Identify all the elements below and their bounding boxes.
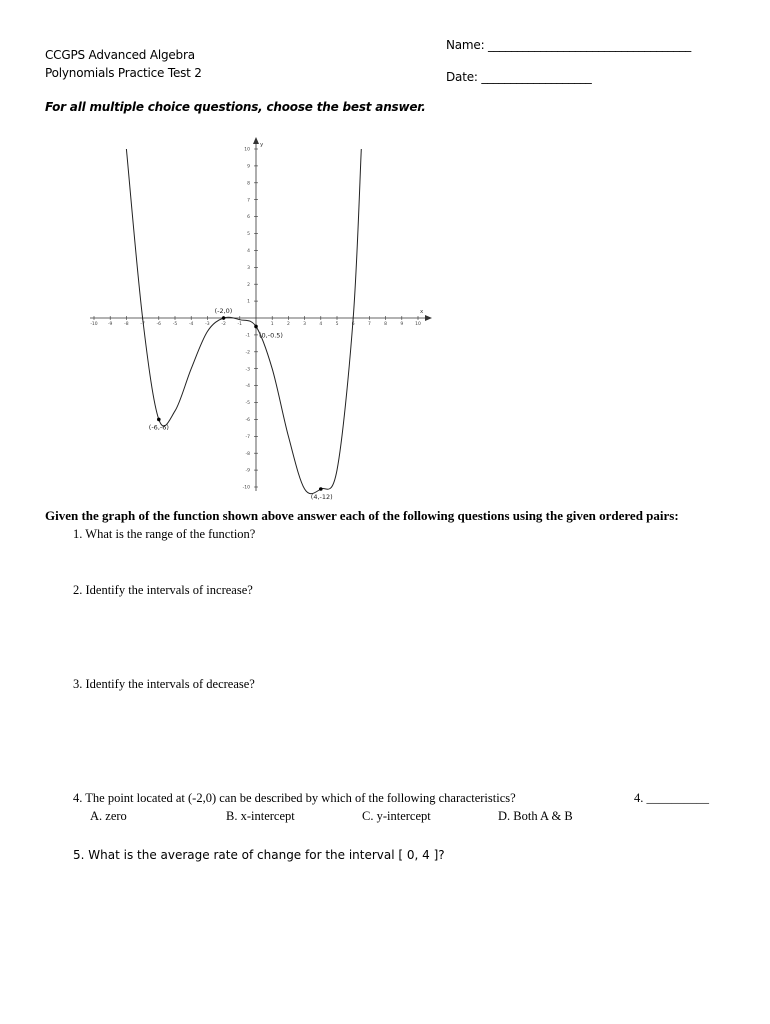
y-tick-label: 3 (247, 265, 250, 271)
x-tick-label: 3 (303, 322, 307, 327)
y-tick-label: -6 (245, 418, 250, 423)
y-tick-label: 6 (247, 215, 250, 221)
option-b: B. x-intercept (226, 809, 295, 823)
x-tick-label: -6 (156, 322, 162, 327)
course-title: CCGPS Advanced Algebra (45, 48, 195, 62)
y-tick-label: -10 (242, 485, 250, 491)
x-tick-label: -8 (124, 322, 129, 327)
question-1: 1. What is the range of the function? (73, 527, 256, 541)
function-curve (126, 149, 361, 494)
date-field: Date: ___________________ (446, 70, 592, 84)
x-tick-label: -4 (188, 322, 194, 327)
labeled-points (149, 307, 333, 500)
question-5: 5. What is the average rate of change for the interval [ 0, 4 ]? (73, 848, 445, 862)
x-tick-label: 7 (367, 322, 371, 327)
x-tick-label: -2 (221, 322, 226, 327)
x-axis-label: x (420, 309, 424, 315)
point-label: (4,-12) (310, 493, 333, 500)
y-tick-label: -5 (245, 401, 250, 407)
test-title: Polynomials Practice Test 2 (45, 66, 202, 80)
y-tick-label: -4 (245, 384, 250, 390)
x-tick-label: 4 (319, 322, 323, 327)
x-tick-label: 8 (384, 322, 388, 327)
x-tick-label: 10 (415, 322, 421, 327)
option-d: D. Both A & B (498, 809, 573, 823)
x-tick-label: -7 (140, 322, 145, 327)
question-4-answer-blank: 4. __________ (634, 791, 709, 805)
y-tick-label: -1 (245, 333, 250, 339)
x-tick-label: -1 (237, 322, 243, 327)
x-axis-arrow (425, 315, 432, 321)
y-tick-label: 2 (247, 282, 250, 288)
x-tick-label: 9 (400, 322, 404, 327)
instructions: For all multiple choice questions, choose the best answer. (45, 100, 426, 114)
point-label: (-2,0) (214, 307, 233, 315)
axes (90, 137, 432, 491)
x-tick-label: 1 (270, 322, 274, 327)
point-marker (254, 325, 258, 329)
y-axis-label: y (260, 142, 264, 148)
x-tick-label: -10 (90, 322, 98, 327)
question-3: 3. Identify the intervals of decrease? (73, 677, 255, 691)
y-tick-label: -2 (245, 350, 250, 356)
option-a: A. zero (90, 809, 127, 823)
y-tick-label: 9 (247, 164, 250, 170)
y-tick-label: -9 (245, 468, 250, 474)
point-marker (319, 487, 323, 491)
point-label: (0,-0.5) (259, 331, 283, 340)
x-tick-label: 6 (351, 322, 355, 327)
question-4: 4. The point located at (-2,0) can be described by which of the following characteristics? (73, 791, 516, 805)
y-tick-label: -3 (245, 367, 250, 373)
x-tick-label: -3 (205, 322, 210, 327)
point-marker (222, 316, 226, 320)
name-field: Name: ___________________________________ (446, 38, 692, 52)
y-axis-arrow (253, 137, 259, 144)
y-tick-label: 5 (247, 232, 250, 238)
option-c: C. y-intercept (362, 809, 431, 823)
x-tick-label: -5 (172, 322, 178, 327)
function-graph (0, 0, 770, 500)
point-marker (157, 418, 161, 422)
y-tick-label: 10 (244, 147, 250, 153)
y-tick-label: 4 (247, 249, 250, 254)
y-tick-label: 8 (247, 181, 250, 187)
y-tick-label: -8 (245, 451, 250, 457)
x-tick-label: 2 (286, 322, 290, 327)
x-tick-label: 5 (335, 322, 339, 327)
y-tick-label: -7 (245, 434, 250, 440)
given-instructions: Given the graph of the function shown above answer each of the following questions using the given ordered pairs: (45, 508, 679, 523)
y-tick-label: 1 (247, 299, 250, 305)
point-label: (-6,-6) (148, 423, 169, 432)
y-tick-label: 7 (247, 198, 250, 204)
question-2: 2. Identify the intervals of increase? (73, 583, 253, 597)
x-tick-label: -9 (107, 322, 113, 327)
